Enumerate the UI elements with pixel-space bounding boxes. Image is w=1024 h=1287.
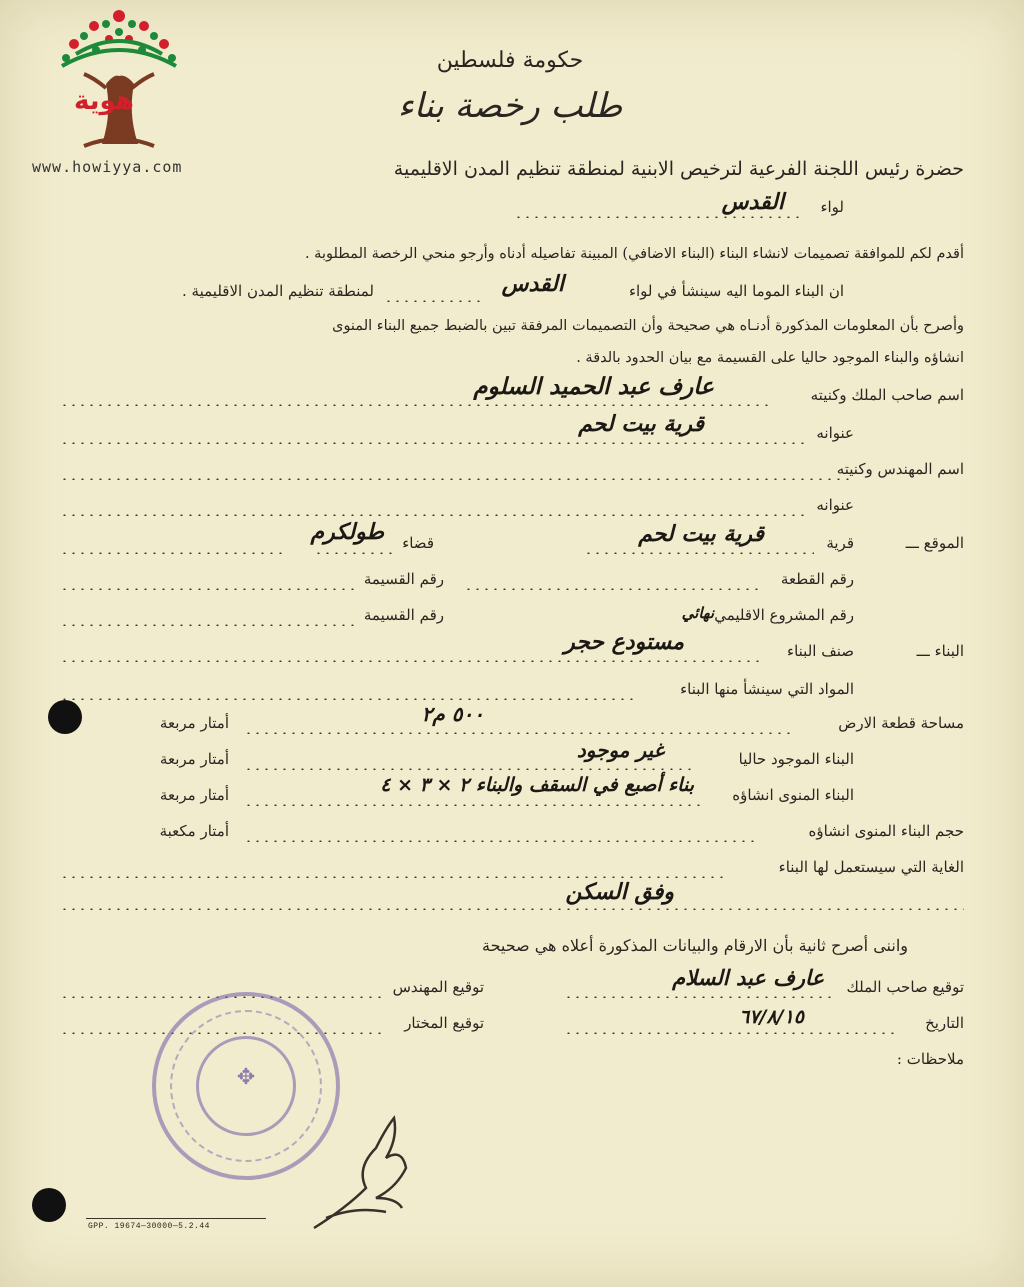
declaration-text: واننى أصرح ثانية بأن الارقام والبيانات المذكورة أعلاه هي صحيحة (481, 936, 908, 955)
engineer-row (60, 460, 964, 488)
form-title: طلب رخصة بناء (397, 86, 623, 126)
land-area-value: ٥٠٠ م٢ (421, 702, 484, 726)
materials-row (60, 680, 964, 708)
notes-label: ملاحظات : (896, 1050, 964, 1068)
purpose-value: وفق السكن (565, 880, 674, 905)
mukhtar-signature-scribble (306, 1108, 416, 1238)
owner-address-value: قرية بيت لحم (578, 412, 704, 437)
district-dots (514, 216, 804, 218)
land-area-unit: أمتار مربعة (159, 714, 229, 732)
print-code (86, 1218, 266, 1219)
intro-line-2-value: القدس (501, 272, 564, 297)
volume-unit: أمتار مكعبة (159, 822, 229, 840)
regional-project-label: رقم المشروع الاقليمي (714, 606, 854, 624)
date-label: التاريخ (925, 1014, 964, 1032)
engineer-dots (60, 478, 854, 480)
parcel-label: رقم القطعة (780, 570, 854, 588)
intro-line-3: وأصرح بأن المعلومات المذكورة أدنـاه هي صحيحة وأن التصميمات المرفقة تبين بالضبط جميع البناء المنوى (332, 318, 964, 334)
purpose-row (60, 858, 964, 886)
proposed-value: بناء أصبع في السقف والبناء ٢ × ٣ × ٤ (380, 774, 694, 796)
date-dots (564, 1032, 894, 1034)
intro-line-2-dots (384, 300, 484, 302)
owner-signature-label: توقيع صاحب الملك (846, 978, 964, 996)
district-value: القدس (721, 190, 784, 215)
intro-line-2-start: ان البناء الموما اليه سينشأ في لواء (628, 282, 844, 300)
village-value: قرية بيت لحم (638, 522, 764, 547)
village-dots (584, 552, 814, 554)
proposed-building-row (60, 774, 964, 814)
signature-row (60, 966, 964, 1006)
tree-logo-icon (54, 4, 184, 154)
proposed-label: البناء المنوى انشاؤه (732, 786, 854, 804)
building-type-value: مستودع حجر (564, 630, 684, 655)
existing-unit: أمتار مربعة (159, 750, 229, 768)
district-row (60, 190, 964, 226)
owner-label: اسم صاحب الملك وكنيته (810, 386, 964, 404)
print-code-text: GPP. 19674—30000—5.2.44 (88, 1222, 210, 1231)
mukhtar-signature-label: توقيع المختار (404, 1014, 484, 1032)
proposed-dots (244, 804, 704, 806)
land-area-label: مساحة قطعة الارض (838, 714, 964, 732)
engineer-address-row (60, 496, 964, 524)
howiyya-logo (48, 4, 188, 174)
engineer-address-dots (60, 514, 804, 516)
stamp-monogram-icon: ✥ (236, 1065, 256, 1090)
intro-line-2-end: لمنطقة تنظيم المدن الاقليمية . (182, 282, 374, 300)
building-type-row (60, 630, 964, 670)
purpose-dots (60, 876, 724, 878)
owner-row (60, 374, 964, 414)
parcel-dots (464, 588, 764, 590)
owner-dots (60, 404, 774, 406)
subdistrict-label: قضاء (402, 534, 434, 552)
plot-2-dots (60, 624, 354, 626)
punch-hole-top (48, 700, 82, 734)
owner-address-row (60, 412, 964, 452)
engineer-address-label: عنوانه (816, 496, 854, 514)
location-row (60, 520, 964, 562)
materials-dots (60, 698, 634, 700)
building-type-label: صنف البناء (787, 642, 854, 660)
district-label: لواء (820, 198, 844, 216)
owner-signature-value: عارف عبد السلام (672, 966, 824, 990)
location-tail-dots (60, 552, 284, 554)
subdistrict-value: طولكرم (310, 520, 384, 545)
punch-hole-bottom (32, 1188, 66, 1222)
building-label: البناء ـــ (916, 642, 964, 660)
addressee-line: حضرة رئيس اللجنة الفرعية لترخيص الابنية لمنطقة تنظيم المدن الاقليمية (393, 158, 964, 180)
building-type-dots (60, 660, 764, 662)
plot-label-2: رقم القسيمة (363, 606, 444, 624)
volume-dots (244, 840, 754, 842)
intro-line-2 (60, 272, 964, 310)
date-value: ٦٧/٨/١٥ (739, 1006, 804, 1028)
volume-row (60, 822, 964, 850)
existing-dots (244, 768, 694, 770)
existing-value: غير موجود (576, 738, 664, 762)
intro-line-1: أقدم لكم للموافقة تصميمات لانشاء البناء (البناء الاضافي) المبينة تفاصيله أدناه وأرجو منحي الرخصة المطلوبة . (304, 246, 964, 262)
stamp-seal (196, 1036, 296, 1136)
website-link[interactable]: www.howiyya.com (32, 158, 183, 176)
parcel-row (60, 570, 964, 598)
owner-signature-dots (564, 996, 834, 998)
village-label: قرية (826, 534, 854, 552)
owner-address-dots (60, 442, 804, 444)
materials-label: المواد التي سينشأ منها البناء (680, 680, 854, 698)
subdistrict-dots (314, 552, 394, 554)
land-area-dots (244, 732, 794, 734)
logo-brand-text: هوية (74, 86, 134, 116)
engineer-signature-label: توقيع المهندس (392, 978, 484, 996)
regional-project-value: نهائي (681, 604, 714, 622)
purpose-label: الغاية التي سيستعمل لها البناء (778, 858, 964, 876)
proposed-unit: أمتار مربعة (159, 786, 229, 804)
plot-dots (60, 588, 354, 590)
land-area-row (60, 702, 964, 742)
owner-address-label: عنوانه (816, 424, 854, 442)
owner-value: عارف عبد الحميد السلوم (473, 374, 714, 400)
intro-line-4: انشاؤه والبناء الموجود حاليا على القسيمة مع بيان الحدود بالدقة . (576, 350, 964, 366)
location-label: الموقع ـــ (905, 534, 964, 552)
volume-label: حجم البناء المنوى انشاؤه (808, 822, 964, 840)
plot-label: رقم القسيمة (363, 570, 444, 588)
government-heading: حكومة فلسطين (436, 48, 584, 73)
engineer-label: اسم المهندس وكنيته (836, 460, 964, 478)
existing-label: البناء الموجود حاليا (738, 750, 854, 768)
purpose-line-2-dots (60, 908, 964, 910)
regional-project-row (60, 606, 964, 634)
